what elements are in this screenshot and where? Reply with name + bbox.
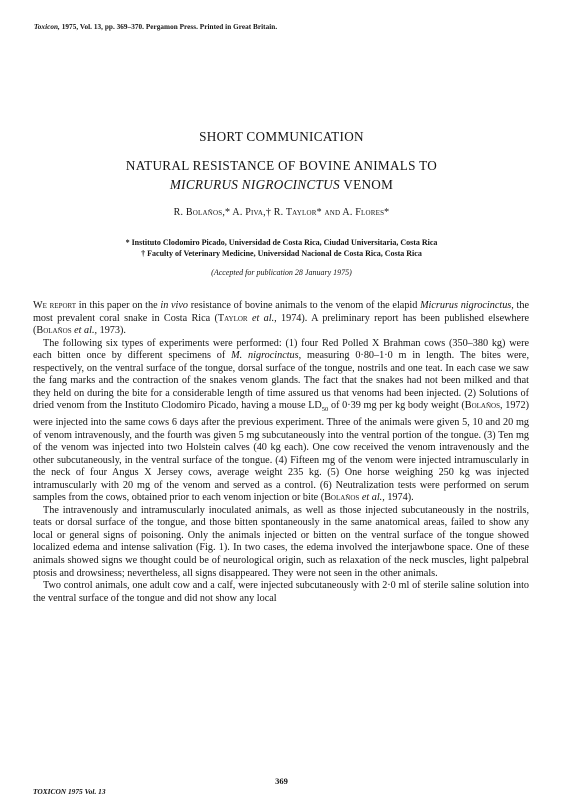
text-run: 1974). (384, 492, 414, 504)
text-run: The following six types of experiments were performed: (1) four Red Polled X Brahman cows (350–380 kg) were each bitten once by different specimens of (33, 337, 529, 362)
title-line-1: NATURAL RESISTANCE OF BOVINE ANIMALS TO (125, 158, 438, 173)
lead-in: We report (33, 300, 77, 311)
ld-abbrev: LD (308, 400, 322, 412)
text-run: measuring 0·80–1·0 m in length. The bites were, respectively, on the ventral surface of the tongue, dorsal surface of the tongue, nostrils and one teat. In each case we saw the fang marks and the contraction of the snakes venom glands. The fact that the snakes had not been milked and that they held on during the bite for a considerable length of time assured us that venoms had been injected. (2) Solutions of dried venom from the Instituto Clodomiro Picado, having a mouse (33, 350, 529, 412)
paragraph-4: Two control animals, one adult cow and a calf, were injected subcutaneously with 2·0 ml of sterile saline solution into the ventral surface of the tongue and did not show any local (33, 580, 529, 604)
title-species: MICRURUS NIGROCINCTUS (169, 177, 340, 192)
text-run: 1973). (97, 325, 126, 337)
italic-run: et al., (71, 325, 98, 337)
ld-subscript: 50 (321, 406, 329, 414)
accepted-date: (Accepted for publication 28 January 1975) (211, 268, 352, 277)
footer-journal: TOXICON 1975 Vol. 13 (33, 787, 106, 796)
text-run: of 0·39 mg per kg body weight ( (328, 400, 465, 412)
citation-author: Bolaños (36, 325, 72, 337)
running-head (34, 23, 277, 31)
section-label: SHORT COMMUNICATION (199, 129, 364, 144)
paragraph-3: The intravenously and intramuscularly inoculated animals, as well as those injected subcutaneously in the nostrils, teats or dorsal surface of the tongue, and those bitten spontaneously in the same anatomical areas, failed to show any local or general signs of poisoning. Only the animals injected or bitten on the ventral surface of the tongue showed localized edema and intense salivation (Fig. 1). In two cases, the edema involved the interjawbone space. One of these animals showed signs we thought could be of neurological origin, such as relaxation of the neck muscles, light palpebral ptosis and drowsiness; nevertheless, all signs disappeared. They were not seen in the other animals. (33, 504, 529, 579)
species-name: Micrurus nigrocinctus, (420, 300, 514, 311)
author-list: R. Bolaños,* A. Piva,† R. Taylor* and A. Flores* (173, 207, 390, 218)
species-name: M. nigrocinctus, (231, 350, 302, 362)
running-head-citation: 1975, Vol. 13, pp. 369–370. Pergamon Press. Printed in Great Britain. (61, 23, 278, 31)
citation-author: Taylor (217, 312, 248, 324)
paragraph-2 (33, 338, 529, 505)
article-body (33, 300, 529, 605)
running-head-journal: Toxicon, (34, 23, 60, 31)
text-run: in this paper on the (76, 300, 161, 311)
title-line-2-rest: VENOM (339, 177, 394, 192)
italic-run: et al., (359, 492, 385, 504)
text-run: the most prevalent coral snake in Costa Rica ( (33, 300, 530, 324)
text-run: resistance of bovine animals to the venom of the elapid (188, 300, 421, 311)
citation-author: Bolaños (464, 400, 500, 412)
title-line-2 (34, 175, 529, 194)
affiliations (34, 237, 529, 259)
italic-run: in vivo (160, 300, 188, 311)
text-run: , 1972) were injected into the same cows 6 days after the previous experiment. Three of the animals were given 5, 10 and 20 mg of venom intravenously, and the fourth was given 5 mg subcutaneously into the ventral portion of the tongue. (3) Ten mg of the venom was injected into two Holstein calves (40 kg each). One cow received the venom intravenously and the other subcutaneously, in the ventral surface of the tongue. (4) Fifteen mg of the venom were injected intramuscularly in the neck of four Angus X Jersey cows, average weight 235 kg. (5) One horse weighing 250 kg was injected intramuscularly with 20 mg of the venom and served as a control. (6) Neutralization tests were performed on serum samples from the cows, obtained prior to each venom injection or bite ( (33, 400, 529, 504)
citation-author: Bolaños (324, 492, 360, 504)
text-run: 1974). A preliminary report has been published elsewhere ( (33, 312, 529, 337)
affiliation-2: † Faculty of Veterinary Medicine, Universidad Nacional de Costa Rica, Costa Rica (141, 249, 422, 258)
italic-run: et al., (247, 312, 277, 324)
page-number: 369 (275, 776, 288, 786)
article-title (34, 156, 529, 194)
affiliation-1: * Instituto Clodomiro Picado, Universidad de Costa Rica, Ciudad Universitaria, Costa Rica (125, 238, 438, 247)
paragraph-1 (33, 300, 529, 338)
